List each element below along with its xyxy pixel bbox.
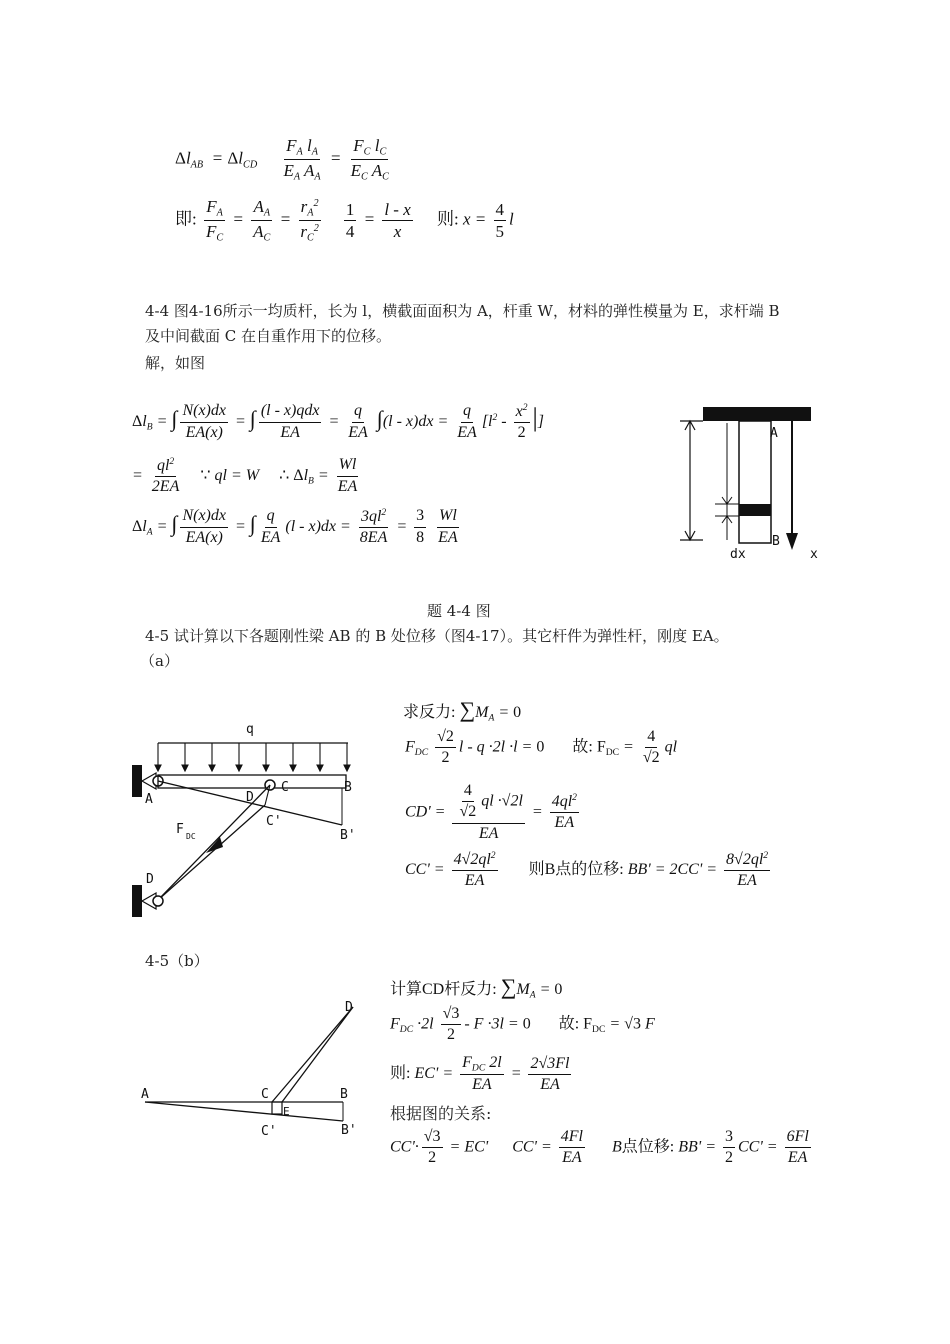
fig45a-label-C: C	[281, 780, 289, 795]
fig45a-label-F: F	[176, 822, 184, 837]
calc-text: 计算CD杆反力:	[390, 981, 497, 998]
fig44-label-A: A	[770, 426, 778, 441]
figure-4-5a	[128, 715, 368, 920]
ze-b-text: 则B点的位移:	[528, 860, 624, 878]
solution-label: 解，如图	[145, 354, 206, 372]
eq-4-4-line2: = $\frac{ql^2}{2EA}$ ∵ ql = W ∴ $\Delta l_B$ = $\frac{Wl}{EA}$	[132, 456, 358, 496]
fig44-label-x: x	[810, 547, 818, 562]
gu-text-b: 故:	[558, 1015, 580, 1033]
gu-text-a: 故:	[572, 738, 593, 756]
eq-4-5b-line2: $F_{DC} \cdot 2l$ $\frac{√3}{2}$ - F ·3l = 0 故: $F_{DC} = √3$ F	[390, 1005, 655, 1044]
top-equation-line2: 即: $\frac{F_A}{F_C}$ = $\frac{A_A}{A_C}$ = $\frac{r_A^2}{r_C^2}$ $\frac{1}{4}$ = $\frac{l - x}{x}$ 则: x = $\frac{4}{5}$ l	[175, 197, 514, 244]
relation-text: 根据图的关系:	[390, 1104, 492, 1123]
fig44-label-dx: dx	[730, 547, 746, 562]
problem-4-5-statement: 4-5 试计算以下各题刚性梁 AB 的 B 处位移（图4-17）。其它杆件为弹性杆，刚度 EA。	[145, 627, 729, 645]
fig45a-label-D-top: D	[246, 790, 254, 805]
fig45a-label-DC: DC	[186, 832, 196, 841]
eq-4-5a-line2: $F_{DC}$ $\frac{√2}{2}$ l - q ·2l ·l = 0 故: $F_{DC}$ = $\frac{4}{√2}$ ql	[405, 728, 678, 767]
fig45b-label-B: B	[340, 1087, 348, 1102]
eq-4-5a-line3: CD' = $\frac{4}{√2}$ ql ·√2l EA = $\frac{4ql^2}{EA}$	[405, 782, 577, 842]
figure-4-5b	[135, 995, 365, 1145]
eq-4-5a-line1: 求反力: $\sum M_A = 0$	[403, 697, 522, 724]
fig45b-label-D: D	[345, 1000, 353, 1015]
fig45a-label-D: D	[146, 872, 154, 887]
eq-4-5b-line3: 则: EC' = $\frac{F_{DC} 2l}{EA}$ = $\frac{2√3Fl}{EA}$	[390, 1054, 570, 1094]
ze-text: 则:	[437, 209, 459, 229]
fig45b-label-Cp: C'	[261, 1124, 277, 1139]
eq-4-5b-line5: CC'· $\frac{√3}{2}$ = EC' CC' = $\frac{4Fl}{EA}$ B点位移: BB' = $\frac{3}{2}$ CC' = $\frac{6Fl}{EA}$	[390, 1128, 809, 1167]
fig45b-label-C: C	[261, 1087, 269, 1102]
fig45a-label-Cp: C'	[266, 814, 282, 829]
eq-4-5b-line1: 计算CD杆反力: $\sum M_A = 0$	[390, 974, 563, 1001]
fig45a-label-A: A	[145, 792, 153, 807]
top-equation-line1: $\Delta l_{AB} = \Delta l_{CD}$ $\frac{F_A l_A}{E_A A_A}$ = $\frac{F_C l_C}{E_C A_C}$	[175, 136, 389, 183]
fig45a-label-Bp: B'	[340, 828, 356, 843]
eq-4-4-line3: $\Delta l_A$ = ∫ $\frac{N(x)dx}{EA(x)}$ = ∫ $\frac{q}{EA}$ (l - x)dx = $\frac{3ql^2}{8EA}$ = $\frac{3}{8}$ $\frac{Wl}{EA}$	[132, 507, 458, 547]
fig44-label-B: B	[772, 534, 780, 549]
problem-4-4-statement-2: 及中间截面 C 在自重作用下的位移。	[145, 327, 392, 345]
problem-4-4-statement-1: 4-4 图4-16所示一均质杆，长为 l，横截面面积为 A，杆重 W，材料的弹性模量为 E，求杆端 B	[145, 302, 780, 320]
eq-4-5a-line4: CC' = $\frac{4√2ql^2}{EA}$ 则B点的位移: BB' = 2CC' = $\frac{8√2ql^2}{EA}$	[405, 850, 769, 890]
ji-text: 即:	[175, 209, 197, 229]
qiu-text: 求反力:	[403, 704, 456, 721]
fig45b-label-E: E	[283, 1105, 290, 1118]
figure-4-4-caption: 题 4-4 图	[427, 602, 491, 620]
b-disp-text: 点位移:	[621, 1138, 675, 1156]
ze-text-b: 则:	[390, 1065, 411, 1083]
part-a-label: （a）	[140, 652, 179, 670]
eq-4-4-line1: $\Delta l_B$ = ∫ $\frac{N(x)dx}{EA(x)}$ = ∫ $\frac{\text{(l - x)qdx}}{EA}$ = $\frac{q}{EA}$ ∫(l - x)dx = $\frac{q}{EA}$ [$l^2$ - $\frac{x^2}{2}$ |]	[132, 402, 544, 442]
fig45b-label-A: A	[141, 1087, 149, 1102]
figure-4-4	[670, 400, 830, 565]
fig45a-label-B: B	[344, 780, 352, 795]
part-b-label: 4-5（b）	[145, 952, 209, 970]
fig45a-label-q: q	[246, 722, 254, 737]
fig45b-label-Bp: B'	[341, 1123, 357, 1138]
